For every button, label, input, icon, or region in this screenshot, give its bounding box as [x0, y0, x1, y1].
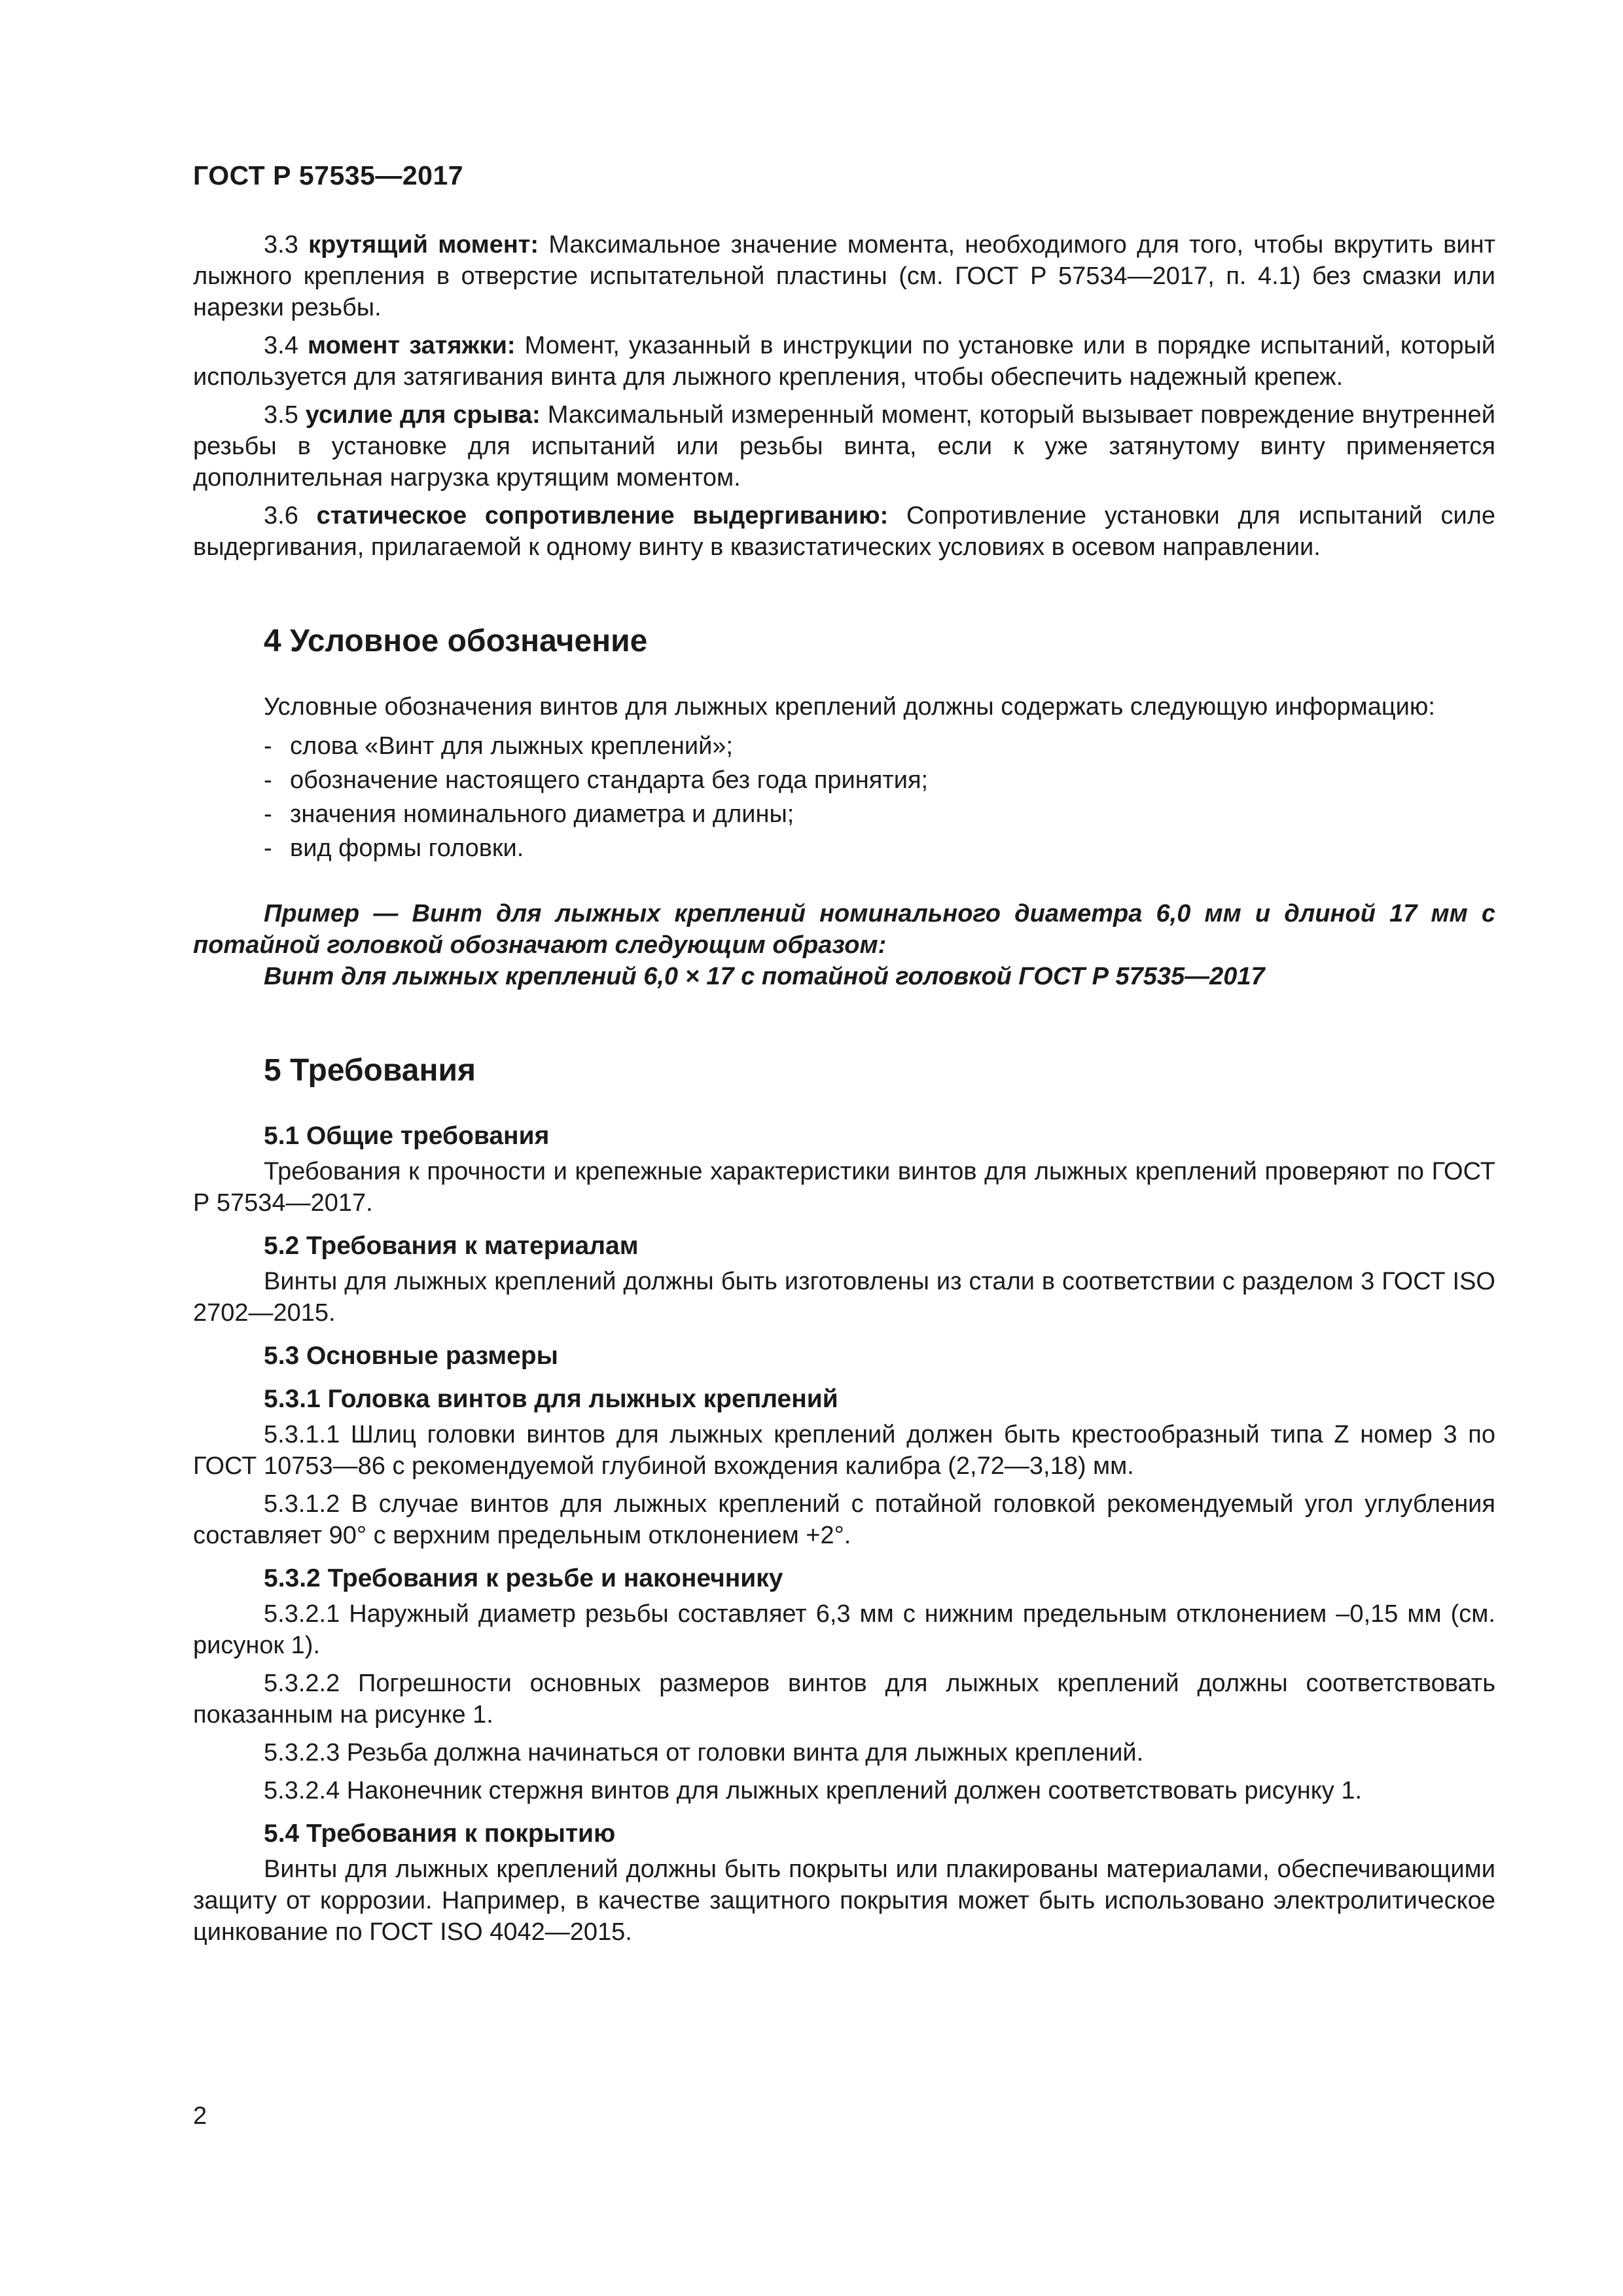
page-number: 2 [193, 2102, 207, 2130]
term-name: статическое сопротивление выдергиванию: [316, 502, 889, 529]
term-definition: Сопротивление установки для испытаний силе выдергивания, прилагаемой к одному винту в квазистатических условиях в осевом направлении. [193, 502, 1496, 561]
term-3-5 [193, 399, 1495, 493]
list-item: - значения номинального диаметра и длины; [264, 800, 794, 828]
clause-5-3-1-2: 5.3.1.2 В случае винтов для лыжных креплений с потайной головкой рекомендуемый угол углубления составляет 90° с верхним предельным отклонением +2°. [193, 1490, 1495, 1549]
term-3-6 [193, 500, 1495, 563]
subsection-5-3-2-heading: 5.3.2 Требования к резьбе и наконечнику [264, 1564, 783, 1592]
subsection-5-3-heading: 5.3 Основные размеры [264, 1342, 558, 1370]
term-number: 3.4 [264, 332, 298, 359]
clause-5-3-2-2: 5.3.2.2 Погрешности основных размеров винтов для лыжных креплений должны соответствовать показанным на рисунке 1. [193, 1670, 1495, 1729]
section-5-heading: 5 Требования [264, 1053, 476, 1088]
term-name: усилие для срыва: [305, 401, 541, 429]
clause-5-3-1-1: 5.3.1.1 Шлиц головки винтов для лыжных креплений должен быть крестообразный типа Z номер 3 по ГОСТ 10753—86 с рекомендуемой глубиной вхождения калибра (2,72—3,18) мм. [193, 1421, 1495, 1480]
subsection-5-1-text: Требования к прочности и крепежные характеристики винтов для лыжных креплений проверяют по ГОСТ Р 57534—2017. [193, 1158, 1495, 1217]
clause-5-3-2-1: 5.3.2.1 Наружный диаметр резьбы составляет 6,3 мм с нижним предельным отклонением –0,15 мм (см. рисунок 1). [193, 1600, 1495, 1659]
clause-5-3-2-4: 5.3.2.4 Наконечник стержня винтов для лыжных креплений должен соответствовать рисунку 1. [264, 1777, 1363, 1804]
list-item: - вид формы головки. [264, 834, 524, 862]
term-name: крутящий момент: [308, 231, 539, 259]
clause-5-3-2-3: 5.3.2.3 Резьба должна начинаться от головки винта для лыжных креплений. [264, 1739, 1144, 1767]
term-definition: Момент, указанный в инструкции по установке или в порядке испытаний, который используется для затягивания винта для лыжного крепления, чтобы обеспечить надежный крепеж. [193, 332, 1495, 391]
document-body [193, 229, 1495, 1954]
subsection-5-2-heading: 5.2 Требования к материалам [264, 1232, 639, 1260]
term-number: 3.5 [264, 401, 298, 429]
designation-list [193, 729, 1495, 865]
term-3-4 [193, 330, 1495, 393]
list-item: - обозначение настоящего стандарта без года принятия; [264, 766, 929, 794]
subsection-5-4-heading: 5.4 Требования к покрытию [264, 1820, 616, 1848]
example-designation: Винт для лыжных креплений 6,0 × 17 с потайной головкой ГОСТ Р 57535—2017 [264, 963, 1265, 990]
subsection-5-4-text: Винты для лыжных креплений должны быть покрыты или плакированы материалами, обеспечивающими защиту от коррозии. Например, в качестве защитного покрытия может быть использовано электролитическое цинкование по ГОСТ ISO 4042—2015. [193, 1856, 1495, 1946]
example-text: Пример — Винт для лыжных креплений номинального диаметра 6,0 мм и длиной 17 мм с потайной головкой обозначают следующим образом: [193, 900, 1495, 959]
designation-example [193, 898, 1495, 992]
document-code-header: ГОСТ Р 57535—2017 [193, 160, 464, 190]
section-4-heading: 4 Условное обозначение [264, 624, 648, 658]
subsection-5-2-text: Винты для лыжных креплений должны быть изготовлены из стали в соответствии с разделом 3 ГОСТ ISO 2702—2015. [193, 1268, 1495, 1327]
term-number: 3.3 [264, 231, 298, 259]
term-definition: Максимальный измеренный момент, который вызывает повреждение внутренней резьбы в установке для испытаний или резьбы винта, если к уже затянутому винту применяется дополнительная нагрузка крутящим моментом. [193, 401, 1496, 492]
section-4-intro: Условные обозначения винтов для лыжных креплений должны содержать следующую информацию: [264, 693, 1435, 721]
subsection-5-3-1-heading: 5.3.1 Головка винтов для лыжных креплений [264, 1385, 838, 1413]
term-number: 3.6 [264, 502, 298, 529]
list-item: - слова «Винт для лыжных креплений»; [264, 732, 733, 760]
subsection-5-1-heading: 5.1 Общие требования [264, 1122, 550, 1150]
term-3-3 [193, 229, 1495, 323]
term-name: момент затяжки: [307, 332, 516, 359]
term-definition: Максимальное значение момента, необходимого для того, чтобы вкрутить винт лыжного крепления в отверстие испытательной пластины (см. ГОСТ Р 57534—2017, п. 4.1) без смазки или нарезки резьбы. [193, 231, 1496, 321]
